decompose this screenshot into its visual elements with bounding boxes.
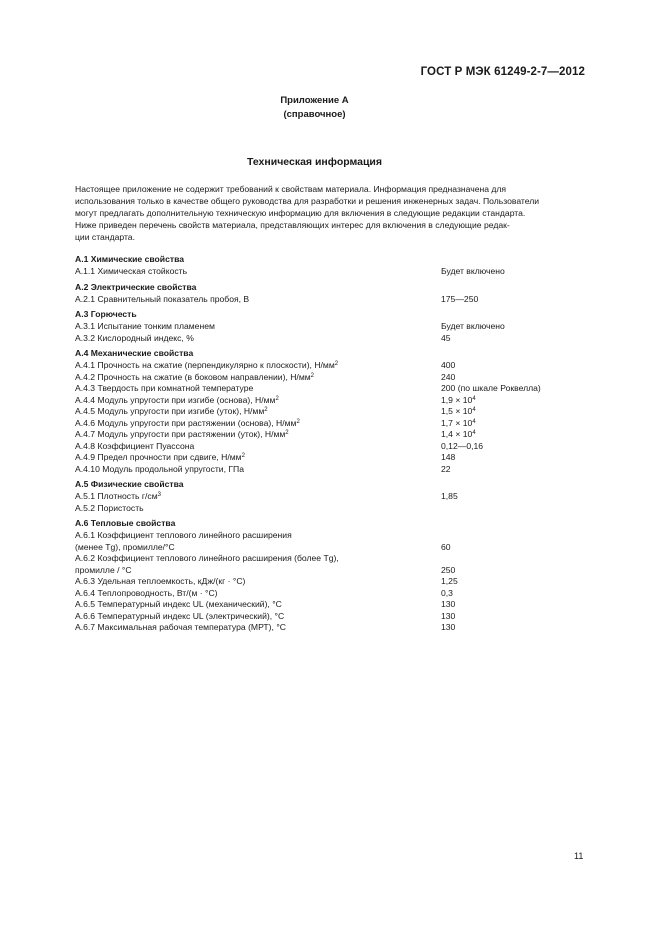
property-label-text: А.4.5 Модуль упругости при изгибе (уток), Н/мм bbox=[75, 406, 265, 416]
property-value-text: 0,3 bbox=[441, 587, 453, 598]
group-title: А.3 Горючесть bbox=[75, 309, 137, 319]
property-value bbox=[441, 429, 476, 441]
property-row bbox=[75, 599, 585, 611]
property-label bbox=[75, 441, 194, 453]
property-value bbox=[441, 542, 451, 554]
group-title: А.4 Механические свойства bbox=[75, 348, 194, 358]
property-row bbox=[75, 530, 585, 542]
property-value-text: 45 bbox=[441, 332, 451, 343]
property-label-text: А.4.1 Прочность на сжатие (перпендикулярно к плоскости), Н/мм bbox=[75, 360, 335, 370]
property-label-text: А.6.5 Температурный индекс UL (механический), °C bbox=[75, 599, 282, 609]
property-value-text: 60 bbox=[441, 541, 451, 552]
property-label bbox=[75, 395, 279, 407]
property-value-text: 1,4 × 10 bbox=[441, 429, 473, 439]
value-exponent: 4 bbox=[472, 395, 476, 402]
property-value-text: Будет включено bbox=[441, 321, 505, 331]
property-label-text: А.5.2 Пористость bbox=[75, 502, 144, 513]
property-label-text: А.4.8 Коэффициент Пуассона bbox=[75, 440, 195, 451]
property-value-text: 0,12—0,16 bbox=[441, 440, 484, 451]
unit-exponent: 2 bbox=[264, 407, 268, 413]
property-row bbox=[75, 333, 585, 345]
property-value bbox=[441, 266, 505, 278]
group-title: А.6 Тепловые свойства bbox=[75, 518, 176, 528]
property-label-text: А.6.2 Коэффициент теплового линейного расширения (более Tg), bbox=[75, 553, 339, 563]
property-row bbox=[75, 588, 585, 600]
property-value-text: 400 bbox=[441, 360, 456, 370]
property-value bbox=[441, 611, 455, 623]
section-title: Техническая информация bbox=[246, 156, 383, 168]
unit-exponent: 2 bbox=[285, 430, 289, 436]
property-value-text: 130 bbox=[441, 622, 456, 632]
property-label bbox=[75, 452, 245, 464]
property-label-text: А.4.10 Модуль продольной упругости, ГПа bbox=[75, 463, 244, 474]
group-title: А.1 Химические свойства bbox=[75, 254, 185, 264]
property-label bbox=[75, 266, 187, 278]
property-value-text: 250 bbox=[441, 564, 456, 575]
property-label bbox=[75, 321, 215, 333]
property-row bbox=[75, 372, 585, 384]
property-label-text: А.3.2 Кислородный индекс, % bbox=[75, 332, 194, 343]
property-label bbox=[75, 418, 300, 430]
property-value bbox=[441, 565, 455, 577]
property-label bbox=[75, 503, 144, 515]
property-label bbox=[75, 599, 282, 611]
property-row bbox=[75, 441, 585, 453]
property-label bbox=[75, 553, 339, 565]
property-row bbox=[75, 622, 585, 634]
unit-exponent: 3 bbox=[157, 492, 161, 498]
property-value bbox=[441, 418, 476, 430]
property-row bbox=[75, 360, 585, 372]
value-exponent: 4 bbox=[472, 407, 476, 413]
property-value bbox=[441, 406, 476, 418]
property-label bbox=[75, 622, 286, 634]
property-label bbox=[75, 576, 245, 588]
property-label bbox=[75, 464, 244, 476]
property-value bbox=[441, 452, 455, 464]
property-row bbox=[75, 464, 585, 476]
property-label-text: А.6.7 Максимальная рабочая температура (МРТ), °C bbox=[75, 622, 286, 632]
property-value-text: 1,7 × 10 bbox=[441, 417, 473, 428]
intro-line: могут предлагать дополнительную техническую информацию для включения в следующие редакции стандарта. bbox=[75, 208, 526, 218]
property-label bbox=[75, 406, 268, 418]
property-value-text: 200 (по шкале Роквелла) bbox=[441, 383, 541, 393]
property-label bbox=[75, 588, 218, 600]
property-label bbox=[75, 429, 289, 441]
intro-line: использования только в качестве общего руководства для разработки и решения инженерных задач. Пользователи bbox=[75, 196, 540, 206]
property-value-text: Будет включено bbox=[441, 266, 505, 276]
property-value bbox=[441, 464, 451, 476]
property-row bbox=[75, 503, 585, 515]
property-label-text: А.4.2 Прочность на сжатие (в боковом направлении), Н/мм bbox=[75, 371, 311, 382]
property-label-text: А.1.1 Химическая стойкость bbox=[75, 266, 188, 276]
property-value-text: 148 bbox=[441, 452, 456, 462]
property-label-text: А.4.4 Модуль упругости при изгибе (основа), Н/мм bbox=[75, 394, 276, 405]
property-row bbox=[75, 395, 585, 407]
property-row bbox=[75, 406, 585, 418]
property-label bbox=[75, 372, 314, 384]
property-value bbox=[441, 395, 476, 407]
property-row bbox=[75, 321, 585, 333]
intro-line: Настоящее приложение не содержит требований к свойствам материала. Информация предназначена для bbox=[75, 184, 507, 194]
property-value-text: 130 bbox=[441, 599, 456, 609]
group-title: А.2 Электрические свойства bbox=[75, 281, 197, 292]
property-value-text: 1,85 bbox=[441, 491, 458, 501]
value-exponent: 4 bbox=[472, 430, 476, 436]
property-value-text: 1,9 × 10 bbox=[441, 394, 473, 405]
property-value bbox=[441, 588, 453, 600]
unit-exponent: 2 bbox=[310, 372, 314, 379]
property-value bbox=[441, 622, 455, 634]
property-value bbox=[441, 599, 455, 611]
property-row bbox=[75, 491, 585, 503]
property-row bbox=[75, 294, 585, 306]
unit-exponent: 2 bbox=[275, 395, 279, 402]
property-label bbox=[75, 360, 338, 372]
properties-list bbox=[75, 250, 585, 634]
property-value-text: 130 bbox=[441, 610, 456, 621]
property-label bbox=[75, 611, 284, 623]
group-title: А.5 Физические свойства bbox=[75, 479, 184, 489]
unit-exponent: 2 bbox=[296, 418, 300, 425]
property-value bbox=[441, 321, 505, 333]
property-value-text: 175—250 bbox=[441, 293, 479, 304]
property-value bbox=[441, 383, 541, 395]
property-label-text: А.4.6 Модуль упругости при растяжении (основа), Н/мм bbox=[75, 417, 297, 428]
intro-text bbox=[75, 183, 580, 243]
property-label-text: А.4.3 Твердость при комнатной температуре bbox=[75, 383, 254, 393]
property-row bbox=[75, 266, 585, 278]
property-row bbox=[75, 565, 585, 577]
property-label bbox=[75, 294, 249, 306]
property-label-text: А.6.6 Температурный индекс UL (электрический), °C bbox=[75, 610, 285, 621]
unit-exponent: 2 bbox=[334, 361, 339, 367]
property-label-text: А.3.1 Испытание тонким пламенем bbox=[75, 321, 215, 331]
property-value bbox=[441, 441, 483, 453]
property-value bbox=[441, 372, 455, 384]
property-row bbox=[75, 383, 585, 395]
property-row bbox=[75, 542, 585, 554]
property-label bbox=[75, 333, 194, 345]
intro-line: ции стандарта. bbox=[75, 232, 135, 242]
property-label-text: А.2.1 Сравнительный показатель пробоя, В bbox=[75, 293, 250, 304]
property-row bbox=[75, 452, 585, 464]
property-label bbox=[75, 530, 292, 542]
property-row bbox=[75, 418, 585, 430]
property-value-text: 22 bbox=[441, 463, 451, 474]
property-value-text: 240 bbox=[441, 371, 456, 382]
property-label-text: А.4.9 Предел прочности при сдвиге, Н/мм bbox=[75, 452, 242, 462]
property-label-text: (менее Tg), промилле/°C bbox=[75, 541, 175, 552]
property-value bbox=[441, 333, 451, 345]
property-label bbox=[75, 565, 132, 577]
property-value bbox=[441, 294, 478, 306]
property-value-text: 1,5 × 10 bbox=[441, 406, 473, 416]
property-row bbox=[75, 576, 585, 588]
property-row bbox=[75, 429, 585, 441]
property-label-text: А.5.1 Плотность г/см bbox=[75, 491, 158, 501]
property-row bbox=[75, 553, 585, 565]
property-label bbox=[75, 491, 161, 503]
annex-title: Приложение А bbox=[280, 95, 349, 106]
property-label bbox=[75, 542, 175, 554]
property-value bbox=[441, 360, 455, 372]
property-row bbox=[75, 611, 585, 623]
intro-line: Ниже приведен перечень свойств материала, представляющих интерес для включения в следующие редак- bbox=[75, 220, 510, 230]
property-label-text: А.4.7 Модуль упругости при растяжении (уток), Н/мм bbox=[75, 429, 286, 439]
annex-subtitle: (справочное) bbox=[283, 109, 346, 120]
property-label-text: промилле / °C bbox=[75, 564, 132, 575]
standard-designation: ГОСТ Р МЭК 61249-2-7—2012 bbox=[420, 66, 585, 78]
property-label-text: А.6.3 Удельная теплоемкость, кДж/(кг · °C) bbox=[75, 576, 246, 586]
property-label-text: А.6.1 Коэффициент теплового линейного расширения bbox=[75, 530, 292, 540]
unit-exponent: 2 bbox=[241, 453, 245, 459]
property-value bbox=[441, 576, 458, 588]
property-value-text: 1,25 bbox=[441, 576, 458, 586]
property-label-text: А.6.4 Теплопроводность, Вт/(м · °C) bbox=[75, 587, 218, 598]
page-number: 11 bbox=[574, 851, 584, 861]
property-label bbox=[75, 383, 253, 395]
property-value bbox=[441, 491, 458, 503]
value-exponent: 4 bbox=[472, 418, 476, 425]
